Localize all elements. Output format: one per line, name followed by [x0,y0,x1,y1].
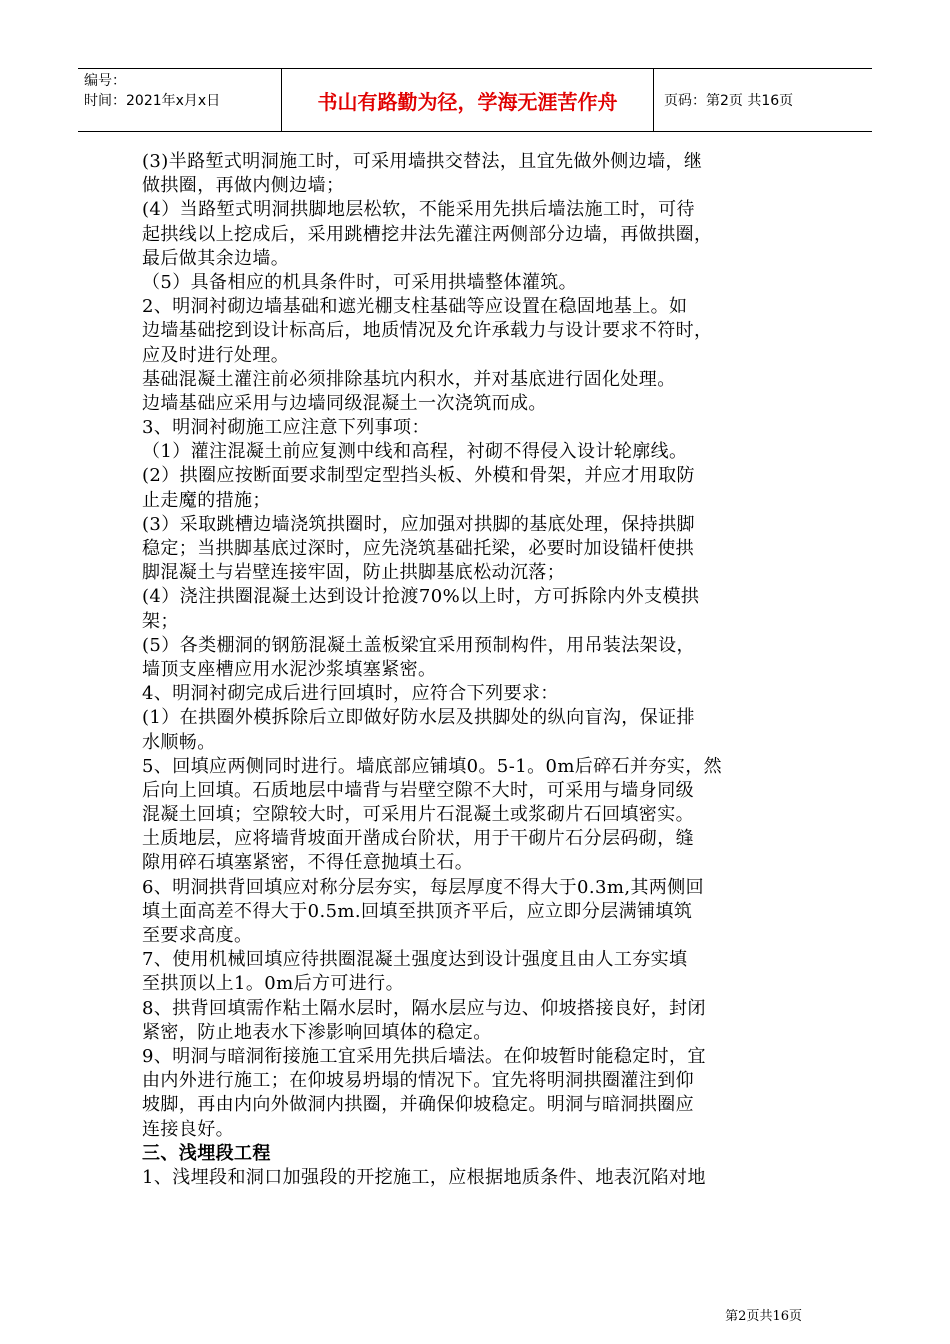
text-line: 后向上回填。石质地层中墙背与岩壁空隙不大时，可采用与墙身同级 [142,779,694,801]
text-line: (1）在拱圈外模拆除后立即做好防水层及拱脚处的纵向盲沟，保证排 [142,707,695,729]
text-line: 基础混凝土灌注前必须排除基坑内积水，并对基底进行固化处理。 [142,368,676,390]
text-line: 3、明洞衬砌施工应注意下列事项： [142,417,430,439]
text-line: 至拱顶以上1。0m后方可进行。 [142,973,404,995]
text-line: (5）各类棚洞的钢筋混凝土盖板梁宜采用预制构件，用吊装法架设， [142,634,695,656]
header-table [78,68,872,132]
text-line: 由内外进行施工；在仰坡易坍塌的情况下。宜先将明洞拱圈灌注到仰 [142,1070,694,1092]
text-line: 填土面高差不得大于0.5m.回填至拱顶齐平后，应立即分层满铺填筑 [142,900,693,922]
header-meta [78,69,282,131]
text-line: 土质地层，应将墙背坡面开凿成台阶状，用于干砌片石分层码砌，缝 [142,828,694,850]
text-line: (4）当路堑式明洞拱脚地层松软，不能采用先拱后墙法施工时，可待 [142,199,695,221]
motto: 书山有路勤为径，学海无涯苦作舟 [282,69,654,131]
text-line: 最后做其余边墙。 [142,247,290,269]
text-line: 边墙基础挖到设计标高后，地质情况及允许承载力与设计要求不符时， [142,320,713,342]
text-line: 墙顶支座槽应用水泥沙浆填塞紧密。 [142,658,437,680]
text-line: 5、回填应两侧同时进行。墙底部应铺填0。5-1。0m后碎石并夯实，然 [142,755,723,777]
text-line: 坡脚，再由内向外做洞内拱圈，并确保仰坡稳定。明洞与暗洞拱圈应 [142,1094,694,1116]
section-heading: 三、浅埋段工程 [142,1142,271,1164]
text-line: 边墙基础应采用与边墙同级混凝土一次浇筑而成。 [142,392,547,414]
time-label: 时间：2021年x月x日 [84,93,221,109]
text-line: （5）具备相应的机具条件时，可采用拱墙整体灌筑。 [142,271,578,293]
text-line: 至要求高度。 [142,925,253,946]
text-line: 水顺畅。 [142,731,216,753]
text-line: 6、明洞拱背回填应对称分层夯实，每层厚度不得大于0.3m,其两侧回 [142,876,705,898]
page-code: 页码：第2页 共16页 [664,93,794,109]
text-line: 紧密，防止地表水下渗影响回填体的稳定。 [142,1021,492,1043]
text-line: 混凝土回填；空隙较大时，可采用片石混凝土或浆砌片石回填密实。 [142,804,694,826]
text-line: (3）采取跳槽边墙浇筑拱圈时，应加强对拱脚的基底处理，保持拱脚 [142,513,695,535]
text-line: 1、浅埋段和洞口加强段的开挖施工，应根据地质条件、地表沉陷对地 [142,1166,706,1188]
text-line: 止走魔的措施； [142,489,271,511]
text-line: （1）灌注混凝土前应复测中线和高程，衬砌不得侵入设计轮廓线。 [142,441,688,463]
text-line: (4）浇注拱圈混凝土达到设计抢渡70%以上时，方可拆除内外支模拱 [142,586,700,608]
text-line: 稳定；当拱脚基底过深时，应先浇筑基础托梁，必要时加设锚杆使拱 [142,538,694,559]
document-body [142,150,818,1190]
text-line: 架； [142,610,179,632]
number-label: 编号： [84,73,126,89]
text-line: 做拱圈，再做内侧边墙； [142,175,345,197]
text-line: 连接良好。 [142,1118,234,1140]
text-line: 2、明洞衬砌边墙基础和遮光棚支柱基础等应设置在稳固地基上。如 [142,296,688,318]
text-line: (2）拱圈应按断面要求制型定型挡头板、外模和骨架，并应才用取防 [142,465,695,487]
text-line: 9、明洞与暗洞衔接施工宜采用先拱后墙法。在仰坡暂时能稳定时，宜 [142,1045,706,1067]
text-line: 8、拱背回填需作粘土隔水层时，隔水层应与边、仰坡搭接良好，封闭 [142,997,706,1019]
text-line: 起拱线以上挖成后，采用跳槽挖井法先灌注两侧部分边墙，再做拱圈， [142,223,713,245]
text-line: 4、明洞衬砌完成后进行回填时，应符合下列要求： [142,683,559,705]
text-line: (3)半路堑式明洞施工时，可采用墙拱交替法，且宜先做外侧边墙，继 [142,151,703,172]
text-line: 7、使用机械回填应待拱圈混凝土强度达到设计强度且由人工夯实填 [142,949,688,971]
page-footer: 第2页共16页 [725,1309,802,1324]
text-line: 隙用碎石填塞紧密，不得任意抛填土石。 [142,852,474,874]
text-line: 应及时进行处理。 [142,344,290,366]
text-line: 脚混凝土与岩壁连接牢固，防止拱脚基底松动沉落； [142,562,566,584]
